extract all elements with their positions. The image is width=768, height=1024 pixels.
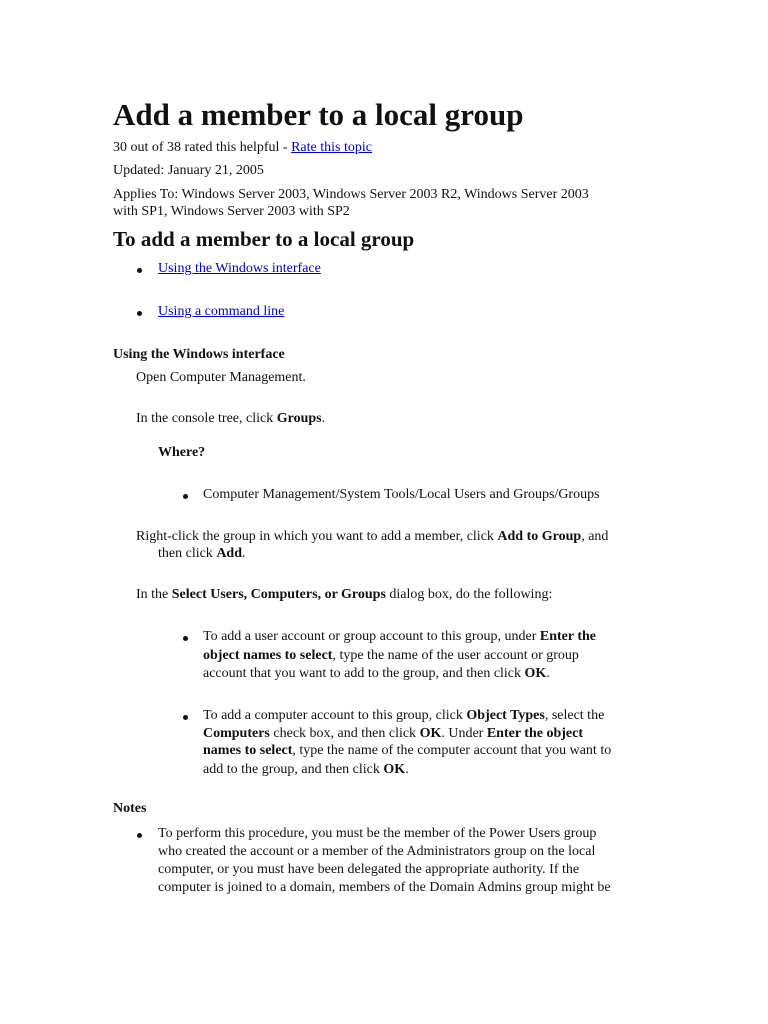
step-text: , select the <box>544 708 605 723</box>
step-bold-term: object names to select <box>203 648 333 663</box>
updated-date: Updated: January 21, 2005 <box>113 163 264 178</box>
sub-step-computer-account-l3 <box>203 742 611 760</box>
sub-step-computer-account-l4 <box>203 761 409 779</box>
step-text: account that you want to add to the group, and then click <box>203 666 525 681</box>
bullet <box>137 833 142 838</box>
step-text: , type the name of the computer account that you want to <box>292 743 612 758</box>
bullet <box>183 636 188 641</box>
step-text: . <box>546 666 550 681</box>
step-select-dialog <box>136 586 552 604</box>
step-right-click-group-cont <box>158 545 246 563</box>
note-line-2: who created the account or a member of the Administrators group on the local <box>158 844 596 859</box>
bullet <box>137 268 142 273</box>
where-label: Where? <box>158 445 206 460</box>
step-bold-term: Computers <box>203 726 270 741</box>
sub-step-computer-account-l1 <box>203 707 604 725</box>
applies-to-line-2: with SP1, Windows Server 2003 with SP2 <box>113 204 350 219</box>
note-line-3: computer, or you must have been delegated the appropriate authority. If the <box>158 862 580 877</box>
step-bold-term: Object Types <box>466 708 545 723</box>
step-bold-term: names to select <box>203 743 293 758</box>
toc-link-command-line[interactable]: Using a command line <box>158 304 285 319</box>
step-bold-term: Add to Group <box>497 529 582 544</box>
step-bold-term: Enter the object <box>486 726 584 741</box>
applies-to-line-1: Applies To: Windows Server 2003, Windows Server 2003 R2, Windows Server 2003 <box>113 187 589 202</box>
step-right-click-group <box>136 528 608 546</box>
bullet <box>137 311 142 316</box>
step-text: dialog box, do the following: <box>385 587 553 602</box>
sub-step-computer-account-l2 <box>203 725 583 743</box>
step-text: To add a computer account to this group, click <box>203 708 467 723</box>
bullet <box>183 715 188 720</box>
step-bold-term: Select Users, Computers, or Groups <box>171 587 386 602</box>
step-bold-term: Enter the <box>539 629 596 644</box>
step-text: check box, and then click <box>269 726 420 741</box>
step-text: , type the name of the user account or group <box>332 648 579 663</box>
note-line-4: computer is joined to a domain, members of the Domain Admins group might be <box>158 880 611 895</box>
step-text: . <box>242 546 246 561</box>
where-path: Computer Management/System Tools/Local Users and Groups/Groups <box>203 487 600 502</box>
step-text: . Under <box>441 726 487 741</box>
sub-step-user-account-l1 <box>203 628 596 646</box>
bullet <box>183 494 188 499</box>
page-title: Add a member to a local group <box>113 97 524 132</box>
subsection-heading-windows-interface: Using the Windows interface <box>113 347 285 362</box>
note-line-1: To perform this procedure, you must be the member of the Power Users group <box>158 826 597 841</box>
step-text: , and <box>581 529 609 544</box>
rating-text: 30 out of 38 rated this helpful - <box>113 140 292 155</box>
step-bold-term: OK <box>419 726 442 741</box>
section-heading: To add a member to a local group <box>113 227 415 251</box>
step-click-groups <box>136 410 325 428</box>
rating-line <box>113 139 372 157</box>
toc-link-windows-interface[interactable]: Using the Windows interface <box>158 261 321 276</box>
step-text: In the console tree, click <box>136 411 277 426</box>
step-bold-term: OK <box>383 762 406 777</box>
step-bold-term: Groups <box>276 411 322 426</box>
step-text: . <box>321 411 326 426</box>
step-open-computer-management: Open Computer Management. <box>136 370 306 385</box>
step-text: Right-click the group in which you want to add a member, click <box>136 529 498 544</box>
rate-topic-link[interactable]: Rate this topic <box>291 140 372 155</box>
step-text: In the <box>136 587 172 602</box>
step-text: then click <box>158 546 217 561</box>
step-bold-term: Add <box>216 546 242 561</box>
step-bold-term: OK <box>524 666 547 681</box>
step-text: add to the group, and then click <box>203 762 384 777</box>
step-text: . <box>405 762 409 777</box>
notes-heading: Notes <box>113 801 147 816</box>
sub-step-user-account-l2 <box>203 647 579 665</box>
step-text: To add a user account or group account to this group, under <box>203 629 540 644</box>
sub-step-user-account-l3 <box>203 665 550 683</box>
